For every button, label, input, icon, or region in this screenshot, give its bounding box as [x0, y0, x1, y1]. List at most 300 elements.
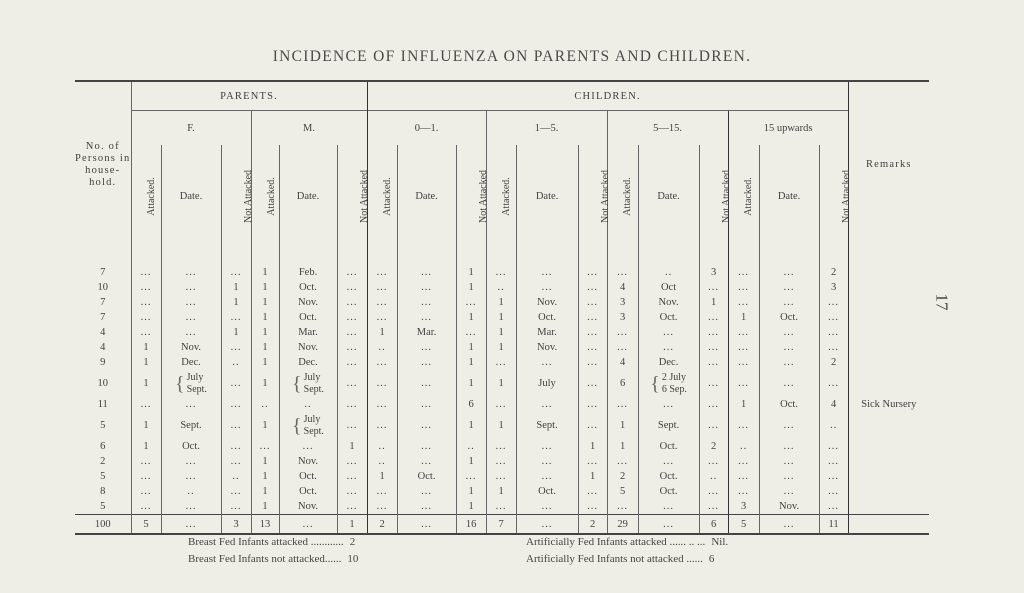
cell-attacked: ... [367, 355, 397, 370]
group-header-5-15: 5—15. [607, 111, 728, 146]
persons-cell: 10 [97, 282, 108, 293]
col-header-attacked [131, 145, 161, 247]
persons-cell: 7 [100, 267, 106, 278]
cell-not-attacked: ... [699, 484, 728, 499]
cell-date: ... [516, 247, 578, 280]
cell-date: ... [397, 370, 456, 397]
cell-not-attacked: .. [221, 355, 251, 370]
cell-attacked: 13 [251, 515, 279, 535]
date-label: Date. [296, 190, 320, 202]
cell-not-attacked: ... [337, 484, 367, 499]
cell-attacked: 4 [607, 355, 638, 370]
cell-date: .. [161, 484, 221, 499]
split-date: 2 July 6 Sep. [661, 371, 687, 395]
group-header-0-1: 0—1. [367, 111, 486, 146]
cell-attacked: 1 [728, 397, 759, 412]
brace-glyph: { [175, 372, 185, 395]
cell-not-attacked: 1 [699, 295, 728, 310]
persons-cell: 4 [100, 342, 106, 353]
col-header-attacked [367, 145, 397, 247]
cell-not-attacked: ... [819, 340, 848, 355]
cell-date: Oct. [279, 484, 337, 499]
cell-attacked: ... [607, 499, 638, 515]
remarks-cell [848, 412, 929, 439]
cell-not-attacked: .. [456, 439, 486, 454]
cell-attacked: ... [728, 340, 759, 355]
cell-date: .. [279, 397, 337, 412]
cell-date: Sept. [161, 412, 221, 439]
cell-attacked: ... [486, 397, 516, 412]
cell-date: Nov. [516, 295, 578, 310]
cell-not-attacked: ... [221, 412, 251, 439]
cell-not-attacked: ... [819, 484, 848, 499]
cell-date: ... [759, 370, 819, 397]
table-row [75, 325, 929, 340]
artificial-attacked-note: Artificially Fed Infants attacked ...... .. ... Nil. [526, 536, 729, 548]
persons-cell: 10 [97, 378, 108, 389]
cell-attacked: 7 [486, 515, 516, 535]
persons-cell: 100 [75, 515, 131, 535]
cell-not-attacked: 1 [578, 439, 607, 454]
cell-date: ... [161, 280, 221, 295]
persons-cell: 2 [100, 456, 106, 467]
cell-attacked: 1 [728, 310, 759, 325]
cell-not-attacked: 1 [337, 515, 367, 535]
cell-not-attacked: .. [699, 469, 728, 484]
remarks-cell [848, 499, 929, 515]
cell-date: ... [759, 325, 819, 340]
not-attacked-label: Not Attacked [477, 169, 489, 223]
cell-not-attacked: ... [578, 247, 607, 280]
remarks-cell [848, 340, 929, 355]
cell-not-attacked: 1 [456, 247, 486, 280]
cell-attacked: ... [131, 499, 161, 515]
cell-attacked: ... [367, 295, 397, 310]
table-body [75, 247, 929, 534]
cell-not-attacked: ... [819, 295, 848, 310]
cell-date: ... [516, 439, 578, 454]
column-header-row [75, 145, 929, 247]
cell-attacked: 1 [607, 439, 638, 454]
remarks-cell [848, 355, 929, 370]
cell-not-attacked: ... [699, 280, 728, 295]
remarks-cell [848, 484, 929, 499]
cell-attacked: 5 [728, 515, 759, 535]
cell-date: ... [397, 280, 456, 295]
cell-attacked: ... [486, 247, 516, 280]
cell-not-attacked: ... [221, 310, 251, 325]
col-header-date [161, 145, 221, 247]
remarks-cell [848, 454, 929, 469]
cell-date: Oct. [516, 310, 578, 325]
cell-not-attacked: 1 [578, 469, 607, 484]
cell-attacked: 1 [486, 484, 516, 499]
table-row [75, 439, 929, 454]
cell-not-attacked: .. [819, 412, 848, 439]
table-row [75, 355, 929, 370]
cell-date: ... [638, 499, 699, 515]
cell-attacked: 1 [251, 295, 279, 310]
persons-cell: 6 [100, 441, 106, 452]
date-label: Date. [535, 190, 559, 202]
cell-attacked: 1 [251, 340, 279, 355]
cell-date: ... [397, 412, 456, 439]
cell-date: ... [161, 397, 221, 412]
cell-date: Oct. [638, 469, 699, 484]
cell-attacked: ... [607, 325, 638, 340]
cell-not-attacked: ... [819, 439, 848, 454]
cell-not-attacked: ... [578, 295, 607, 310]
cell-not-attacked: ... [337, 310, 367, 325]
not-attacked-label: Not Attacked [242, 169, 254, 223]
cell-attacked: 1 [367, 325, 397, 340]
cell-date: ... [397, 439, 456, 454]
persons-cell: 5 [100, 420, 106, 431]
cell-date: Oct. [161, 439, 221, 454]
cell-date [279, 412, 337, 439]
group-header-1-5: 1—5. [486, 111, 607, 146]
children-header: CHILDREN. [367, 81, 848, 111]
split-date: July Sept. [303, 371, 324, 395]
cell-date: Dec. [638, 355, 699, 370]
persons-cell: 5 [100, 501, 106, 512]
cell-not-attacked: ... [337, 280, 367, 295]
cell-not-attacked: ... [819, 499, 848, 515]
persons-cell: 8 [100, 486, 106, 497]
cell-date: Oct [638, 280, 699, 295]
cell-date: ... [397, 499, 456, 515]
cell-date: Mar. [397, 325, 456, 340]
cell-attacked: ... [367, 280, 397, 295]
cell-not-attacked: ... [337, 355, 367, 370]
influenza-table [75, 80, 929, 535]
cell-date: Mar. [279, 325, 337, 340]
cell-not-attacked: 2 [578, 515, 607, 535]
cell-attacked: ... [728, 247, 759, 280]
cell-attacked: ... [728, 355, 759, 370]
col-header-date [638, 145, 699, 247]
col-header-date [759, 145, 819, 247]
col-header-not-attacked [578, 145, 611, 247]
not-attacked-label: Not Attacked [358, 169, 370, 223]
table-row [75, 247, 929, 280]
cell-attacked: ... [131, 295, 161, 310]
cell-attacked: 1 [486, 370, 516, 397]
cell-attacked: 1 [131, 412, 161, 439]
date-label: Date. [657, 190, 680, 202]
cell-not-attacked: ... [578, 484, 607, 499]
cell-date: ... [516, 469, 578, 484]
cell-not-attacked: ... [819, 325, 848, 340]
cell-attacked: ... [131, 469, 161, 484]
cell-not-attacked: 2 [699, 439, 728, 454]
cell-not-attacked: ... [699, 355, 728, 370]
cell-date [638, 370, 699, 397]
cell-date: Nov. [161, 340, 221, 355]
cell-attacked: 3 [607, 295, 638, 310]
cell-date: ... [161, 515, 221, 535]
cell-attacked: ... [607, 397, 638, 412]
cell-not-attacked: 2 [819, 355, 848, 370]
not-attacked-label: Not Attacked [599, 169, 611, 223]
cell-attacked: 1 [251, 310, 279, 325]
cell-attacked: 1 [251, 454, 279, 469]
cell-not-attacked: 1 [456, 454, 486, 469]
cell-date: Nov. [759, 499, 819, 515]
cell-attacked: 5 [607, 484, 638, 499]
cell-not-attacked: 1 [456, 280, 486, 295]
cell-date: ... [397, 295, 456, 310]
cell-attacked: 1 [131, 355, 161, 370]
cell-attacked: ... [131, 397, 161, 412]
cell-not-attacked: ... [699, 412, 728, 439]
cell-attacked: 1 [251, 355, 279, 370]
table-row [75, 397, 929, 412]
cell-date: ... [279, 439, 337, 454]
cell-attacked: ... [607, 340, 638, 355]
cell-attacked: ... [367, 412, 397, 439]
cell-not-attacked: 1 [456, 412, 486, 439]
cell-attacked: ... [728, 295, 759, 310]
cell-not-attacked: ... [337, 325, 367, 340]
col-header-attacked [251, 145, 279, 247]
breast-not-attacked-note: Breast Fed Infants not attacked...... 10 [188, 553, 359, 565]
cell-attacked: 1 [251, 412, 279, 439]
table-title: INCIDENCE OF INFLUENZA ON PARENTS AND CHILDREN. [272, 48, 752, 65]
cell-date: ... [638, 515, 699, 535]
cell-not-attacked: ... [819, 469, 848, 484]
cell-attacked: 1 [251, 280, 279, 295]
cell-date: Oct. [638, 439, 699, 454]
table-row [75, 295, 929, 310]
table-row [75, 280, 929, 295]
cell-attacked: ... [367, 310, 397, 325]
cell-not-attacked: ... [578, 370, 607, 397]
cell-attacked: ... [486, 499, 516, 515]
cell-not-attacked: 6 [456, 397, 486, 412]
cell-not-attacked: 1 [456, 310, 486, 325]
cell-attacked: ... [131, 247, 161, 280]
attacked-label: Attacked. [500, 176, 512, 216]
cell-date: ... [759, 469, 819, 484]
cell-not-attacked: 11 [819, 515, 848, 535]
cell-date: ... [759, 515, 819, 535]
cell-date: Oct. [279, 469, 337, 484]
cell-date: ... [759, 454, 819, 469]
cell-not-attacked: ... [221, 397, 251, 412]
cell-date: ... [397, 310, 456, 325]
col-header-attacked [728, 145, 759, 247]
col-header-date [279, 145, 337, 247]
cell-attacked: ... [251, 439, 279, 454]
cell-not-attacked: ... [456, 469, 486, 484]
cell-attacked: 4 [607, 280, 638, 295]
cell-date: Oct. [279, 280, 337, 295]
cell-attacked: 1 [486, 325, 516, 340]
col-header-not-attacked [337, 145, 370, 247]
col-header-attacked [607, 145, 638, 247]
cell-not-attacked: ... [578, 280, 607, 295]
cell-not-attacked: 4 [819, 397, 848, 412]
cell-not-attacked: ... [456, 295, 486, 310]
cell-attacked: 2 [367, 515, 397, 535]
cell-attacked: .. [367, 454, 397, 469]
cell-attacked: 1 [131, 439, 161, 454]
cell-attacked: 2 [607, 469, 638, 484]
cell-attacked: .. [728, 439, 759, 454]
remarks-cell [848, 469, 929, 484]
cell-date: ... [161, 295, 221, 310]
persons-cell: 5 [100, 471, 106, 482]
cell-not-attacked: 3 [819, 280, 848, 295]
cell-attacked: 1 [251, 469, 279, 484]
cell-date: ... [759, 439, 819, 454]
cell-attacked: ... [728, 370, 759, 397]
cell-attacked: 5 [131, 515, 161, 535]
cell-not-attacked: ... [221, 439, 251, 454]
cell-date: Nov. [279, 454, 337, 469]
cell-date: ... [279, 515, 337, 535]
cell-attacked: .. [367, 439, 397, 454]
cell-not-attacked: ... [819, 370, 848, 397]
persons-cell: 7 [100, 297, 106, 308]
cell-date: ... [759, 295, 819, 310]
cell-attacked: .. [367, 340, 397, 355]
cell-date: Oct. [638, 310, 699, 325]
cell-not-attacked: 1 [456, 484, 486, 499]
cell-attacked: 1 [251, 247, 279, 280]
cell-attacked: ... [131, 325, 161, 340]
cell-date: ... [759, 484, 819, 499]
col-header-not-attacked [819, 145, 852, 247]
cell-date: ... [397, 397, 456, 412]
cell-not-attacked: 1 [456, 340, 486, 355]
cell-date: ... [397, 484, 456, 499]
cell-date: ... [759, 340, 819, 355]
cell-date: Sept. [516, 412, 578, 439]
cell-date: ... [397, 247, 456, 280]
cell-not-attacked: ... [699, 340, 728, 355]
cell-date: ... [397, 454, 456, 469]
cell-not-attacked: 1 [456, 370, 486, 397]
cell-date: Oct. [759, 310, 819, 325]
cell-attacked: ... [131, 484, 161, 499]
cell-not-attacked: ... [699, 325, 728, 340]
cell-not-attacked: ... [337, 469, 367, 484]
persons-cell: 11 [97, 399, 108, 410]
group-header-15-up: 15 upwards [728, 111, 848, 146]
cell-attacked: 1 [486, 340, 516, 355]
cell-date: ... [759, 247, 819, 280]
cell-date: ... [161, 469, 221, 484]
cell-date: Dec. [279, 355, 337, 370]
persons-cell: 4 [100, 327, 106, 338]
cell-date: Nov. [279, 295, 337, 310]
cell-not-attacked: 1 [221, 325, 251, 340]
cell-not-attacked: ... [221, 454, 251, 469]
table-row [75, 340, 929, 355]
cell-not-attacked: ... [578, 340, 607, 355]
table-row [75, 469, 929, 484]
cell-not-attacked: ... [578, 310, 607, 325]
cell-attacked: 1 [367, 469, 397, 484]
cell-not-attacked: ... [819, 310, 848, 325]
cell-attacked: ... [728, 280, 759, 295]
cell-not-attacked: ... [578, 355, 607, 370]
cell-date: ... [516, 397, 578, 412]
breast-attacked-note: Breast Fed Infants attacked ............ 2 [188, 536, 356, 548]
cell-not-attacked: ... [578, 454, 607, 469]
attacked-label: Attacked. [265, 176, 277, 216]
brace-glyph: { [292, 372, 302, 395]
date-label: Date. [777, 190, 801, 202]
cell-date: ... [516, 355, 578, 370]
remarks-cell [848, 310, 929, 325]
cell-not-attacked: ... [337, 397, 367, 412]
attacked-label: Attacked. [145, 176, 157, 216]
table-row [75, 454, 929, 469]
cell-attacked: ... [367, 370, 397, 397]
cell-attacked: ... [728, 454, 759, 469]
cell-not-attacked: ... [456, 325, 486, 340]
cell-date [161, 370, 221, 397]
cell-not-attacked: 6 [699, 515, 728, 535]
cell-attacked: 1 [251, 484, 279, 499]
cell-attacked: ... [728, 469, 759, 484]
remarks-header: Remarks [848, 81, 929, 247]
group-header-f: F. [131, 111, 251, 146]
cell-attacked: 29 [607, 515, 638, 535]
cell-attacked: 1 [251, 370, 279, 397]
cell-not-attacked: .. [221, 469, 251, 484]
brace-glyph: { [292, 414, 302, 437]
cell-not-attacked: ... [337, 454, 367, 469]
cell-not-attacked: ... [699, 454, 728, 469]
split-date: July Sept. [186, 371, 207, 395]
cell-date: ... [759, 280, 819, 295]
cell-date: ... [161, 499, 221, 515]
cell-not-attacked: 16 [456, 515, 486, 535]
cell-attacked: .. [486, 280, 516, 295]
cell-date: ... [638, 397, 699, 412]
remarks-cell [848, 280, 929, 295]
cell-date: Oct. [638, 484, 699, 499]
persons-header: No. of Persons in house-hold. [75, 140, 131, 188]
cell-not-attacked: ... [221, 484, 251, 499]
cell-date: Dec. [161, 355, 221, 370]
date-label: Date. [415, 190, 438, 202]
cell-not-attacked: ... [337, 295, 367, 310]
cell-attacked: .. [251, 397, 279, 412]
table-row [75, 310, 929, 325]
cell-date: ... [161, 310, 221, 325]
cell-attacked: ... [728, 412, 759, 439]
cell-not-attacked: ... [337, 499, 367, 515]
cell-date: July [516, 370, 578, 397]
cell-date: ... [397, 355, 456, 370]
cell-not-attacked: ... [578, 397, 607, 412]
cell-not-attacked: ... [221, 340, 251, 355]
not-attacked-label: Not Attacked [840, 169, 852, 223]
remarks-cell: Sick Nursery [848, 397, 929, 412]
cell-not-attacked: ... [337, 412, 367, 439]
cell-not-attacked: 1 [221, 295, 251, 310]
cell-attacked: ... [131, 310, 161, 325]
cell-attacked: ... [486, 355, 516, 370]
footer-notes [188, 534, 868, 568]
date-label: Date. [179, 190, 203, 202]
cell-not-attacked: 3 [699, 247, 728, 280]
